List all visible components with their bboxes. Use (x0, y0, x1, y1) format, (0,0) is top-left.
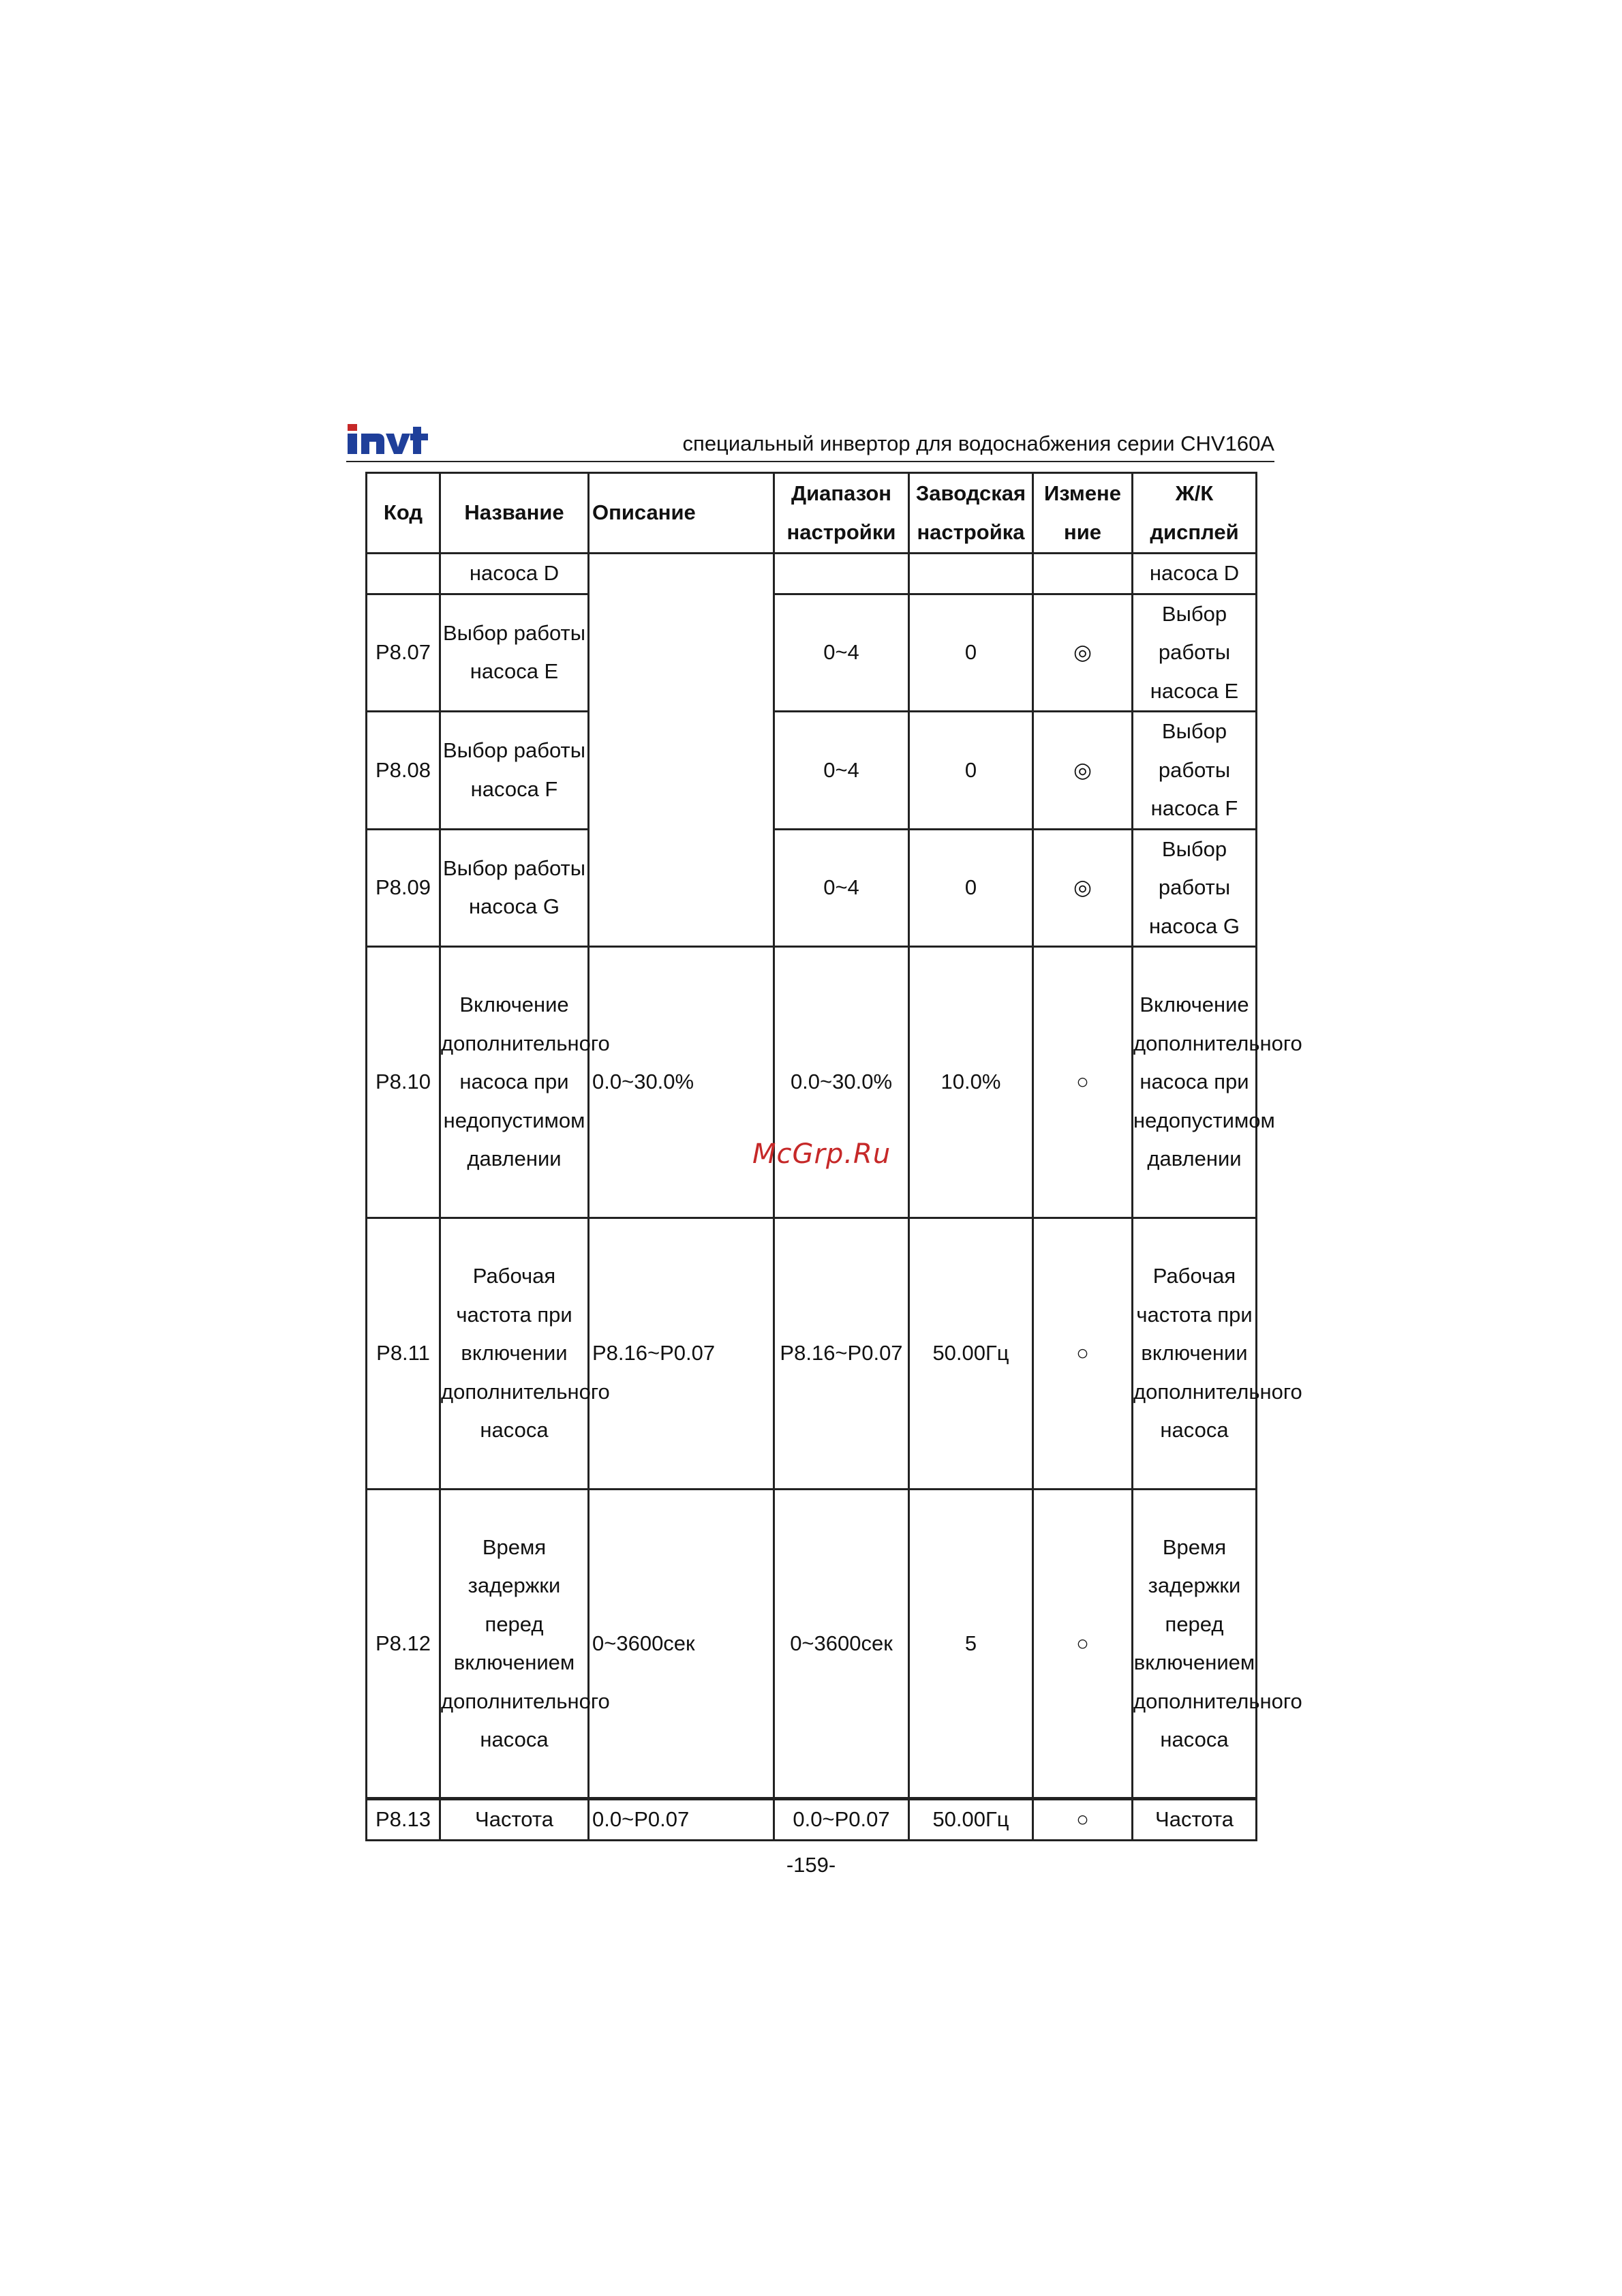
cell-lcd: насоса D (1133, 554, 1257, 594)
cell-name: Время задержки перед включением дополнительного насоса (440, 1490, 589, 1799)
cell-change: ○ (1033, 947, 1133, 1218)
cell-code: P8.08 (367, 712, 440, 830)
col-header-default: Заводская настройка (909, 473, 1033, 554)
cell-name: Включение дополнительного насоса при недопустимом давлении (440, 947, 589, 1218)
cell-code (367, 554, 440, 594)
cell-description: P8.16~P0.07 (589, 1218, 774, 1490)
cell-range: 0~3600сек (774, 1490, 909, 1799)
cell-change: ○ (1033, 1799, 1133, 1841)
cell-code: P8.09 (367, 829, 440, 947)
cell-change (1033, 554, 1133, 594)
col-header-lcd: Ж/К дисплей (1133, 473, 1257, 554)
cell-name: Выбор работы насоса G (440, 829, 589, 947)
cell-name: Частота (440, 1799, 589, 1841)
cell-change: ◎ (1033, 829, 1133, 947)
cell-default (909, 554, 1033, 594)
cell-range: 0.0~30.0% (774, 947, 909, 1218)
cell-default: 0 (909, 712, 1033, 830)
table-row (367, 554, 1257, 594)
cell-lcd: Выбор работы насоса E (1133, 594, 1257, 712)
page-number: -159- (786, 1853, 836, 1877)
table-row (367, 947, 1257, 1218)
cell-range (774, 554, 909, 594)
table-row (367, 829, 1257, 947)
col-header-description: Описание (589, 473, 774, 554)
cell-change: ◎ (1033, 712, 1133, 830)
cell-lcd: Частота (1133, 1799, 1257, 1841)
cell-code: P8.12 (367, 1490, 440, 1799)
table-row (367, 1490, 1257, 1799)
cell-name: насоса D (440, 554, 589, 594)
table-row (367, 1218, 1257, 1490)
cell-range: 0~4 (774, 829, 909, 947)
cell-change: ◎ (1033, 594, 1133, 712)
cell-default: 10.0% (909, 947, 1033, 1218)
table-row (367, 594, 1257, 712)
cell-range: 0~4 (774, 594, 909, 712)
col-header-change: Измене ние (1033, 473, 1133, 554)
cell-code: P8.11 (367, 1218, 440, 1490)
cell-range: P8.16~P0.07 (774, 1218, 909, 1490)
table-row (367, 1799, 1257, 1841)
col-header-range: Диапазон настройки (774, 473, 909, 554)
document-header-title: специальный инвертор для водоснабжения серии CHV160A (682, 432, 1274, 455)
cell-lcd: Выбор работы насоса F (1133, 712, 1257, 830)
watermark-text: McGrp.Ru (752, 1138, 891, 1170)
table-header-row (367, 473, 1257, 554)
cell-default: 0 (909, 829, 1033, 947)
cell-lcd: Включение дополнительного насоса при недопустимом давлении (1133, 947, 1257, 1218)
cell-lcd: Время задержки перед включением дополнительного насоса (1133, 1490, 1257, 1799)
cell-description: 0~3600сек (589, 1490, 774, 1799)
cell-name: Выбор работы насоса E (440, 594, 589, 712)
col-header-name: Название (440, 473, 589, 554)
cell-range: 0~4 (774, 712, 909, 830)
cell-default: 50.00Гц (909, 1799, 1033, 1841)
col-header-code: Код (367, 473, 440, 554)
cell-change: ○ (1033, 1490, 1133, 1799)
cell-range: 0.0~P0.07 (774, 1799, 909, 1841)
invt-logo (348, 423, 428, 455)
cell-default: 5 (909, 1490, 1033, 1799)
cell-change: ○ (1033, 1218, 1133, 1490)
table-row (367, 712, 1257, 830)
cell-default: 0 (909, 594, 1033, 712)
cell-code: P8.07 (367, 594, 440, 712)
cell-code: P8.13 (367, 1799, 440, 1841)
cell-lcd: Выбор работы насоса G (1133, 829, 1257, 947)
cell-code: P8.10 (367, 947, 440, 1218)
cell-name: Выбор работы насоса F (440, 712, 589, 830)
cell-name: Рабочая частота при включении дополнительного насоса (440, 1218, 589, 1490)
cell-description: 0.0~P0.07 (589, 1799, 774, 1841)
cell-description: 0.0~30.0% (589, 947, 774, 1218)
cell-description-merged (589, 554, 774, 947)
header-rule (346, 461, 1274, 462)
cell-default: 50.00Гц (909, 1218, 1033, 1490)
cell-lcd: Рабочая частота при включении дополнительного насоса (1133, 1218, 1257, 1490)
